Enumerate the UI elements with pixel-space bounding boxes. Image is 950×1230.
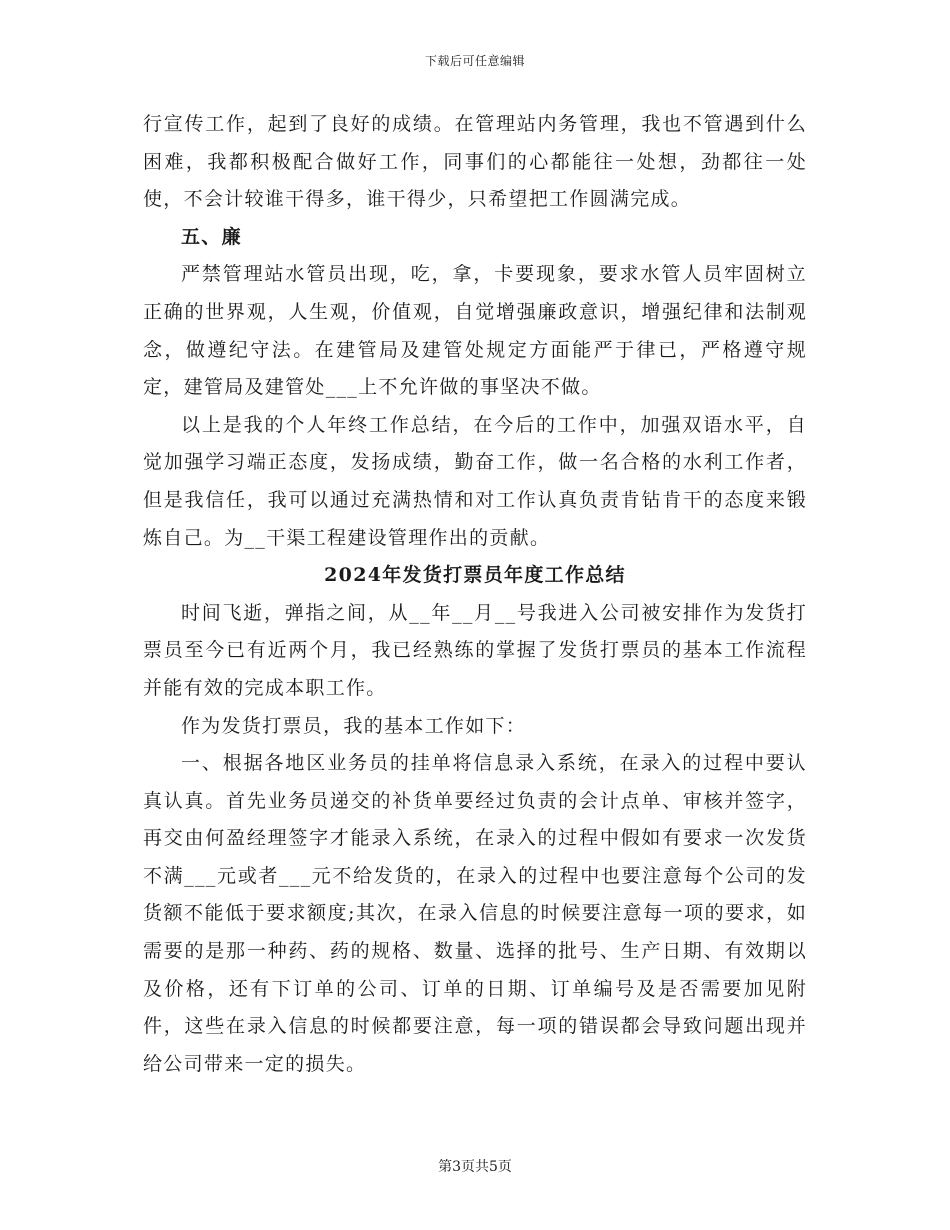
document-title: 2024年发货打票员年度工作总结 bbox=[324, 564, 626, 587]
document-body bbox=[143, 106, 807, 1083]
paragraph-integrity: 严禁管理站水管员出现，吃，拿，卡要现象，要求水管人员牢固树立正确的世界观，人生观，价值观，自觉增强廉政意识，增强纪律和法制观念，做遵纪守法。在建管局及建管处规定方面能严于律已，严格遵守规定，建管局及建管处___上不允许做的事坚决不做。 bbox=[143, 263, 807, 399]
paragraph-duty-one: 一、根据各地区业务员的挂单将信息录入系统，在录入的过程中要认真认真。首先业务员递交的补货单要经过负责的会计点单、审核并签字，再交由何盈经理签字才能录入系统，在录入的过程中假如有要求一次发货不满___元或者___元不给发货的，在录入的过程中也要注意每个公司的发货额不能低于要求额度;其次，在录入信息的时候要注意每一项的要求，如需要的是那一种药、药的规格、数量、选择的批号、生产日期、有效期以及价格，还有下订单的公司、订单的日期、订单编号及是否需要加见附件，这些在录入信息的时候都要注意，每一项的错误都会导致问题出现并给公司带来一定的损失。 bbox=[143, 752, 807, 1075]
paragraph-duties-lead: 作为发货打票员，我的基本工作如下： bbox=[181, 714, 527, 737]
section-heading-lian: 五、廉 bbox=[181, 225, 242, 248]
paragraph-continuation: 行宣传工作，起到了良好的成绩。在管理站内务管理，我也不管遇到什么困难，我都积极配合做好工作，同事们的心都能往一处想，劲都往一处使，不会计较谁干得多，谁干得少，只希望把工作圆满完成。 bbox=[143, 113, 807, 211]
paragraph-intro: 时间飞逝，弹指之间，从__年__月__号我进入公司被安排作为发货打票员至今已有近两个月，我已经熟练的掌握了发货打票员的基本工作流程并能有效的完成本职工作。 bbox=[143, 601, 807, 699]
page-footer: 第3页共5页 bbox=[438, 1159, 512, 1175]
paragraph-conclusion: 以上是我的个人年终工作总结，在今后的工作中，加强双语水平，自觉加强学习端正态度，发扬成绩，勤奋工作，做一名合格的水利工作者，但是我信任，我可以通过充满热情和对工作认真负责肯钻肯干的态度来锻炼自己。为__干渠工程建设管理作出的贡献。 bbox=[143, 413, 807, 549]
page-header: 下载后可任意编辑 bbox=[424, 54, 525, 68]
